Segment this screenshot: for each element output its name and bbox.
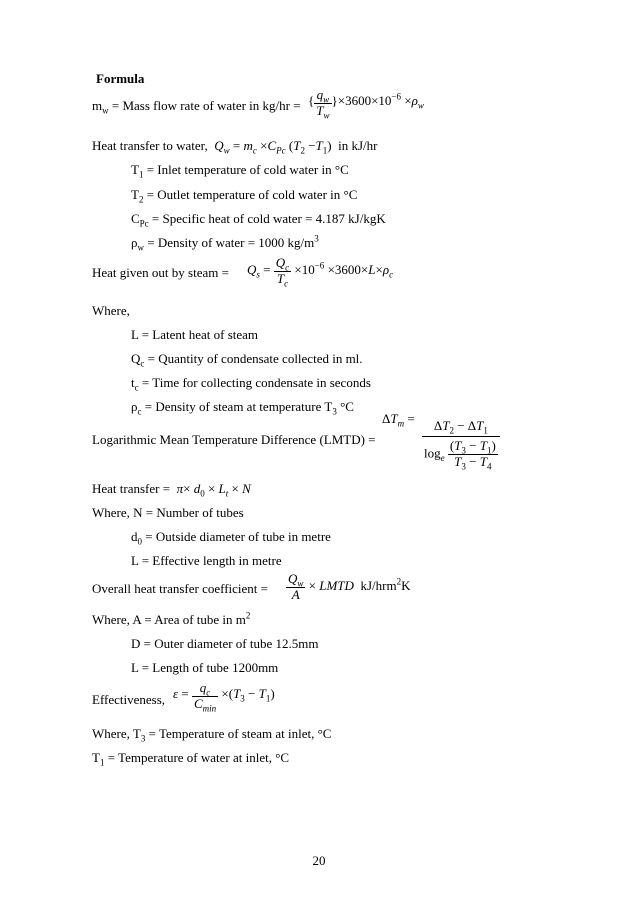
def-effective-length: L = Effective length in metre: [131, 553, 282, 568]
mass-flow-label: $m_w$ = Mass flow rate of water in kg/hr =: [92, 98, 301, 116]
def-rho-w: $\rho_w$ = Density of water = 1000 $kg/m^3$: [131, 233, 319, 253]
def-tc: $t_c$ = Time for collecting condensate in seconds: [131, 375, 371, 393]
effectiveness-formula: ε = $\frac{q_c}{C_{min}}$ $\times(T_3 - T_1)$: [173, 680, 275, 714]
def-d0: $d_0$ = Outside diameter of tube in metre: [131, 529, 331, 547]
page-heading: Formula: [96, 71, 145, 86]
def-water-inlet-temp: $T_1$ = Temperature of water at inlet, °C: [92, 750, 290, 768]
def-latent-heat: L = Latent heat of steam: [131, 327, 259, 342]
steam-heat-formula: $Q_s$ = $\frac{Q_c}{T_c}$ $\times 10^{-6} \times 3600\times L\times\rho_c$: [247, 255, 394, 289]
overall-label: Overall heat transfer coefficient =: [92, 581, 269, 596]
effectiveness-label: Effectiveness,: [92, 692, 166, 707]
def-rho-c: $\rho_c$ = Density of steam at temperature $T_3$ °C: [131, 399, 354, 417]
where-label-1: Where,: [92, 303, 130, 318]
page-number: 20: [312, 853, 326, 868]
def-cpc: $C_{Pc}$ = Specific heat of cold water = 4.187 kJ/kgK: [131, 211, 386, 229]
def-t2: $T_2$ = Outlet temperature of cold water in °C: [131, 187, 358, 205]
steam-heat-label: Heat given out by steam =: [92, 265, 229, 280]
def-t1: $T_1$ = Inlet temperature of cold water in °C: [131, 162, 349, 180]
heat-transfer-formula: Heat transfer = $\pi\times d_0 \times L_t \times N$: [92, 481, 251, 499]
heat-transfer-water: Heat transfer to water, $Q_w = m_c \times C_{Pc}$ $(T_2 -T_1)$ in kJ/hr: [92, 138, 378, 156]
where-tubes: Where, N = Number of tubes: [92, 505, 244, 520]
def-tube-length: L = Length of tube 1200mm: [131, 660, 279, 675]
mass-flow-formula: { $\frac{q_w}{T_w}$ }$\times 3600\times 10^{-6} \times\rho_w$: [308, 87, 424, 121]
def-qc: $Q_c$ = Quantity of condensate collected in ml.: [131, 351, 363, 369]
where-area: Where, A = Area of tube in $m^2$: [92, 610, 251, 627]
lmtd-formula: $\Delta T_m$ = $\Delta T_2 - \Delta T_1$ $\log_e$ $\frac{(T_3 - T_1)}{T_3 - T_4}$: [382, 412, 500, 469]
where-steam-temp: Where, $T_3$ = Temperature of steam at inlet, °C: [92, 726, 332, 744]
lmtd-label: Logarithmic Mean Temperature Difference (LMTD) =: [92, 432, 376, 447]
def-outer-diameter: D = Outer diameter of tube 12.5mm: [131, 636, 319, 651]
overall-formula: $\frac{Q_w}{A}$ × LMTD kJ/hrm$^2$K: [288, 571, 411, 602]
